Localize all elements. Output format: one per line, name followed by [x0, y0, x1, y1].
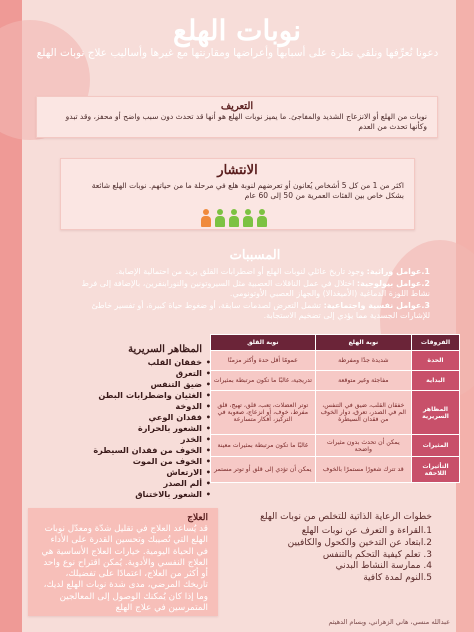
list-item: • فقدان الوعي: [30, 412, 208, 423]
prevalence-text: اكثر من 1 من كل 5 أشخاص يُعانون أو تعرضهم لنوبة هلع في مرحلة ما من حياتهم. نوبات الهلع شائعة بشكل خاص بين الفئات العمرية من 50 إلى 60 عام: [91, 181, 404, 200]
table-cell: خفقان القلب، ضيق في التنفس، الم في الصدر، تعرق، دوار الخوف من فقدان السيطرة: [315, 391, 411, 435]
self-care-step: 3. تعلم كيفية التحكم بالتنفس: [322, 549, 432, 560]
table-cell: غالبًا ما تكون مرتبطة بمثيرات معينة: [211, 435, 316, 457]
symptoms-list: [30, 344, 208, 500]
comparison-table: [210, 334, 460, 483]
table-cell: قد تترك شعورًا مستمرًا بالخوف: [315, 457, 411, 483]
list-item: • الخدر: [30, 434, 208, 445]
list-item: • الغثيان واضطرابات البطن: [30, 390, 208, 401]
list-item: • خفقان القلب: [30, 357, 208, 368]
list-item: • ضيق التنفس: [30, 379, 208, 390]
list-item: • الشعور بالاختناق: [30, 489, 208, 500]
self-care-step: 5.النوم لمدة كافية: [363, 573, 432, 584]
list-item: • الشعور بالحرارة: [30, 423, 208, 434]
self-care-step: 4. ممارسة النشاط البدني: [335, 561, 432, 572]
table-row: [211, 351, 460, 371]
table-header: نوبة القلق: [211, 335, 316, 351]
table-row: [211, 457, 460, 483]
causes-heading: المسببات: [229, 248, 281, 263]
list-item: • الخوف من الموت: [30, 456, 208, 467]
list-item: • التعرق: [30, 368, 208, 379]
definition-text: نوبات من الهلع أو الانزعاج الشديد والمفاجئ. ما يميز نوبات الهلع هو أنها قد تحدث دون سبب واضح أو محفز، وقد تبدو وكأنها تحدث من العدم: [65, 112, 427, 131]
table-row-header: البداية: [412, 371, 460, 391]
self-care-section: [236, 506, 442, 616]
table-cell: تدريجية، غالبًا ما تكون مرتبطة بمثيرات: [211, 371, 316, 391]
symptoms-heading: المظاهر السريرية: [128, 344, 202, 355]
person-icon: [229, 209, 239, 227]
list-item: • الارتعاش: [30, 467, 208, 478]
cause-item: 1.عوامل وراثية: وجود تاريخ عائلي لنوبات الهلع أو اضطرابات القلق يزيد من احتمالية الإصابة.: [115, 267, 430, 276]
person-icon: [201, 209, 211, 227]
person-icon: [215, 209, 225, 227]
list-item: • الخوف من فقدان السيطرة: [30, 445, 208, 456]
table-row-header: الحدة: [412, 351, 460, 371]
self-care-intro: خطوات الرعاية الذاتية للتخلص من نوبات الهلع: [260, 512, 432, 522]
table-row: [211, 371, 460, 391]
table-row-header: المثيرات: [412, 435, 460, 457]
treatment-card: [28, 508, 218, 616]
treatment-text: قد يُساعد العلاج في تقليل شدّة ومعدّل نوبات الهلع التي تُصيبك وتحسين القدرة على الأداء في الحياة اليومية. خيارات العلاج الأساسية هي العلاج النفسي والأدوية. يُمكن اقتراح نوع واحد أو أكثر من العلاج، اعتمادًا على تفضيلك، تاريخك المرضي، مدى شدة نوبات الهلع لديك، وما إذا كان يُمكنك الوصول إلى المعالجين المتمرسين في علاج الهلع: [41, 524, 208, 614]
table-cell: شديدة جدًا ومفرطة: [315, 351, 411, 371]
table-header: الفروقات: [412, 335, 460, 351]
treatment-heading: العلاج: [187, 513, 208, 523]
cause-item: 2.عوامل بيولوجية: اختلال في عمل الناقلات العصبية مثل السيروتونين والنورابنفرين، بالإضافة إلى فرط نشاط اللوزة الدماغية (الأميغدالا) والجهاز العصبي الأوتونومي.: [81, 278, 430, 298]
table-cell: مفاجئة وغير متوقعة: [315, 371, 411, 391]
self-care-step: 2.ابتعاد عن التدخين والكحول والكافيين: [287, 537, 432, 548]
causes-section: [70, 244, 440, 324]
self-care-step: 1.القراءة و التعرف عن نوبات الهلع: [301, 526, 432, 536]
table-row-header: المظاهر السريرية: [412, 391, 460, 435]
prevalence-heading: الانتشار: [217, 163, 258, 178]
table-cell: توتر العضلات، تعب، قلق، تهيج، قلق مفرط، خوف، أو انزعاج، صعوبة في التركيز، أفكار متسارعة: [211, 391, 316, 435]
people-icons: [201, 209, 267, 227]
table-header: نوبة الهلع: [315, 335, 411, 351]
table-row: [211, 391, 460, 435]
table-cell: يمكن أن تحدث بدون مثيرات واضحة: [315, 435, 411, 457]
list-item: • الدوخة: [30, 401, 208, 412]
person-icon: [257, 209, 267, 227]
prevalence-card: [60, 158, 415, 230]
list-item: • ألم الصدر: [30, 478, 208, 489]
definition-heading: التعريف: [220, 101, 254, 112]
cause-item: 3.عوامل نفسية واجتماعية: تشمل التعرض لصدمات سابقة، أو ضغوط حياة كبيرة، أو تفسير خاطئ للإشارات الجسدية مما يؤدي إلى تضخيم الاستجابة.: [91, 300, 430, 320]
table-row: [211, 435, 460, 457]
person-icon: [243, 209, 253, 227]
definition-card: [36, 96, 438, 138]
credits: عبدالله منسي، هاني الزهراني، وبسام الدهيثم: [328, 618, 450, 626]
page-subtitle: دعونا نُعرِّفها ونلقي نظرة على أسبابها وأعراضها ومقارنتها مع غيرها وأساليب علاج نوبات الهلع: [36, 47, 439, 59]
page-title: نوبات الهلع: [172, 14, 302, 47]
table-row-header: التأثيرات اللاحقة: [412, 457, 460, 483]
table-cell: يمكن أن تؤدي إلى قلق أو توتر مستمر: [211, 457, 316, 483]
table-cell: عمومًا أقل حدة وأكثر مزمنًا: [211, 351, 316, 371]
